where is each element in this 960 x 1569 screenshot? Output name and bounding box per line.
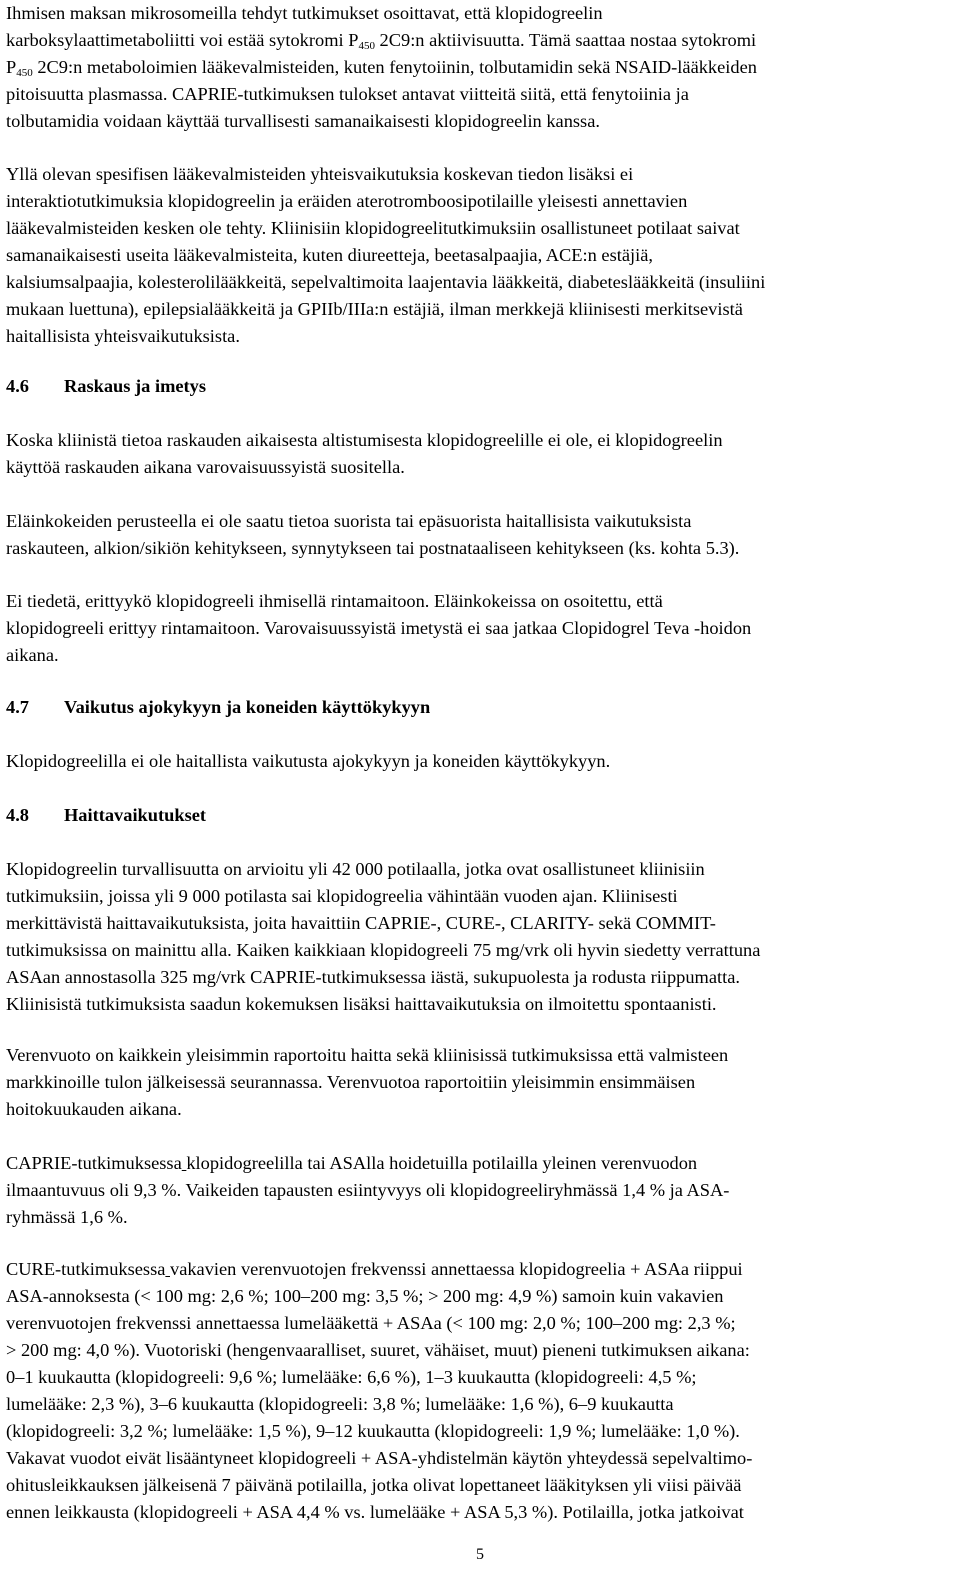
- subscript-450: 450: [358, 40, 375, 52]
- section-title: Raskaus ja imetys: [64, 376, 207, 396]
- intro-text-2: 2C9:n aktiivisuutta. Tämä saattaa nostaa sytokromi P: [6, 30, 757, 77]
- section-title: Haittavaikutukset: [64, 805, 207, 825]
- paragraph-pregnancy-2: Eläinkokeiden perusteella ei ole saatu tietoa suorista tai epäsuorista haitallisista vaikutuksista raskauteen, alkion/sikiön kehitykseen, synnytykseen tai postnataaliseen kehitykseen (ks. kohta 5.3).: [6, 511, 740, 558]
- paragraph-cyp2c9: [6, 0, 757, 135]
- paragraph-cure: [6, 1256, 752, 1526]
- subscript-450: 450: [16, 67, 33, 79]
- intro-text-3: 2C9:n metaboloimien lääkevalmisteiden, kuten fenytoiinin, tolbutamidin sekä NSAID-lääkkeiden pitoisuutta plasmassa. CAPRIE-tutkimuksen tulokset antavat viitteitä siitä, että fenytoiinia ja tolbutamidia voidaan käyttää turvallisesti samanaikaisesti klopidogreelin kanssa.: [6, 57, 757, 131]
- caprie-text: klopidogreelilla tai ASAlla hoidetuilla potilailla yleinen verenvuodon ilmaantuvuus oli 9,3 %. Vaikeiden tapausten esiintyvyys oli klopidogreeliryhmässä 1,4 % ja ASA- ryhmässä 1,6 %.: [6, 1153, 730, 1227]
- paragraph-caprie: [6, 1150, 729, 1231]
- caprie-lead: CAPRIE-tutkimuksessa: [6, 1153, 182, 1173]
- paragraph-safety: Klopidogreelin turvallisuutta on arvioitu yli 42 000 potilaalla, jotka ovat osallistuneet kliinisiin tutkimuksiin, joissa yli 9 000 potilasta sai klopidogreelia vähintään vuoden ajan. Kliinisesti merkittävistä haittavaikutuksista, joita havaittiin CAPRIE-, CURE-, CLARITY- sekä COMMIT- tutkimuksissa on mainittu alla. Kaiken kaikkiaan klopidogreeli 75 mg/vrk oli hyvin siedetty verrattuna ASAan annostasolla 325 mg/vrk CAPRIE-tutkimuksessa iästä, sukupuolesta ja rodusta riippumatta. Kliinisistä tutkimuksista saadun kokemuksen lisäksi haittavaikutuksia on ilmoitettu spontaanisti.: [6, 859, 761, 1014]
- cure-lead: CURE-tutkimuksessa: [6, 1259, 166, 1279]
- paragraph-bleeding: Verenvuoto on kaikkein yleisimmin raportoitu haitta sekä kliinisissä tutkimuksissa että valmisteen markkinoille tulon jälkeisessä seurannassa. Verenvuotoa raportoitiin yleisimmin ensimmäisen hoitokuukauden aikana.: [6, 1045, 729, 1119]
- paragraph-driving: Klopidogreelilla ei ole haitallista vaikutusta ajokykyyn ja koneiden käyttökykyyn.: [6, 751, 611, 771]
- paragraph-interactions: Yllä olevan spesifisen lääkevalmisteiden yhteisvaikutuksia koskevan tiedon lisäksi ei interaktiotutkimuksia klopidogreelin ja eräiden aterotromboosipotilaille yleisesti annettavien lääkevalmisteiden kesken ole tehty. Kliinisiin klopidogreelitutkimuksiin osallistuneet potilaat saivat samanaikaisesti useita lääkevalmisteita, kuten diureetteja, beetasalpaajia, ACE:n estäjiä, kalsiumsalpaajia, kolesterolilääkkeitä, sepelvaltimoita laajentavia lääkkeitä, diabeteslääkkeitä (insuliini mukaan luettuna), epilepsialääkkeitä ja GPIIb/IIIa:n estäjiä, ilman merkkejä kliinisesti merkitsevistä haitallisista yhteisvaikutuksista.: [6, 164, 766, 346]
- section-number: 4.8: [6, 805, 29, 825]
- cure-text: vakavien verenvuotojen frekvenssi annettaessa klopidogreelia + ASAa riippui ASA-annoksesta (< 100 mg: 2,6 %; 100–200 mg: 3,5 %; > 200 mg: 4,9 %) samoin kuin vakavien verenvuotojen frekvenssi annettaessa lumelääkettä + ASAa (< 100 mg: 2,0 %; 100–200 mg: 2,3 %; > 200 mg: 4,0 %). Vuotoriski (hengenvaaralliset, suuret, vähäiset, muut) pieneni tutkimuksen aikana: 0–1 kuukautta (klopidogreeli: 9,6 %; lumelääke: 6,6 %), 1–3 kuukautta (klopidogreeli: 4,5 %; lumelääke: 2,3 %), 3–6 kuukautta (klopidogreeli: 3,8 %; lumelääke: 1,6 %), 6–9 kuukautta (klopidogreeli: 3,2 %; lumelääke: 1,5 %), 9–12 kuukautta (klopidogreeli: 1,9 %; lumelääke: 1,0 %). Vakavat vuodot eivät lisääntyneet klopidogreeli + ASA-yhdistelmän käytön yhteydessä sepelvaltimo- ohitusleikkauksen jälkeisenä 7 päivänä potilailla, jotka olivat lopettaneet lääkityksen yli viisi päivää ennen leikkausta (klopidogreeli + ASA 4,4 % vs. lumelääke + ASA 5,3 %). Potilailla, jotka jatkoivat: [6, 1259, 753, 1522]
- page-number: 5: [476, 1546, 484, 1563]
- section-number: 4.6: [6, 376, 29, 396]
- section-title: Vaikutus ajokykyyn ja koneiden käyttökykyyn: [64, 697, 431, 717]
- section-number: 4.7: [6, 697, 29, 717]
- section-heading-4-8: [6, 802, 206, 829]
- section-heading-4-6: [6, 373, 206, 400]
- intro-text-1: Ihmisen maksan mikrosomeilla tehdyt tutkimukset osoittavat, että klopidogreelin karboksylaattimetaboliitti voi estää sytokromi P: [6, 3, 603, 50]
- paragraph-lactation: Ei tiedetä, erittyykö klopidogreeli ihmisellä rintamaitoon. Eläinkokeissa on osoitettu, että klopidogreeli erittyy rintamaitoon. Varovaisuussyistä imetystä ei saa jatkaa Clopidogrel Teva -hoidon aikana.: [6, 591, 752, 665]
- section-heading-4-7: [6, 694, 430, 721]
- paragraph-pregnancy-1: Koska kliinistä tietoa raskauden aikaisesta altistumisesta klopidogreelille ei ole, ei klopidogreelin käyttöä raskauden aikana varovaisuussyistä suositella.: [6, 430, 723, 477]
